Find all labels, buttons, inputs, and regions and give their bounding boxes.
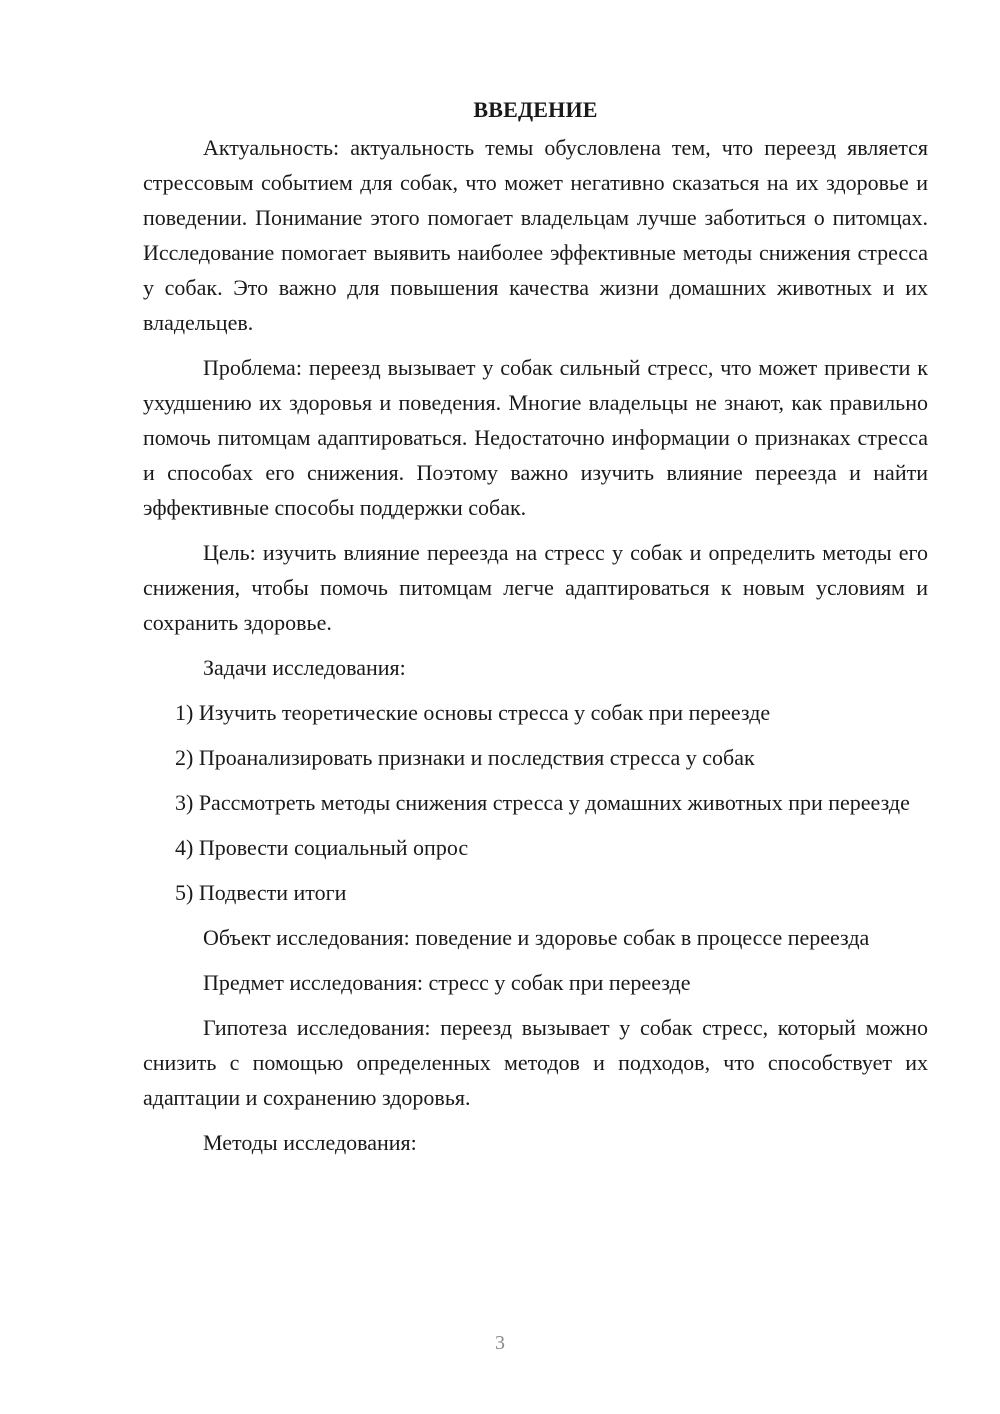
methods-title: Методы исследования: [203,1130,417,1155]
section-heading: ВВЕДЕНИЕ [473,97,598,122]
task-item-2: 2) Проанализировать признаки и последствия стресса у собак [175,745,755,770]
task-item-1: 1) Изучить теоретические основы стресса у собак при переезде [175,700,771,725]
goal-paragraph: Цель: изучить влияние переезда на стресс у собак и определить методы его снижения, чтобы помочь питомцам легче адаптироваться к новым условиям и сохранить здоровье. [143,540,928,635]
tasks-list [143,695,928,910]
page-number: 3 [495,1332,505,1354]
tasks-title: Задачи исследования: [203,655,406,680]
relevance-paragraph: Актуальность: актуальность темы обусловлена тем, что переезд является стрессовым событием для собак, что может негативно сказаться на их здоровье и поведении. Понимание этого помогает владельцам лучше заботиться о питомцах. Исследование помогает выявить наиболее эффективные методы снижения стресса у собак. Это важно для повышения качества жизни домашних животных и их владельцев. [143,135,928,335]
task-item-4: 4) Провести социальный опрос [175,835,469,860]
subject-paragraph: Предмет исследования: стресс у собак при переезде [203,970,691,995]
problem-paragraph: Проблема: переезд вызывает у собак сильный стресс, что может привести к ухудшению их здоровья и поведения. Многие владельцы не знают, как правильно помочь питомцам адаптироваться. Недостаточно информации о признаках стресса и способах его снижения. Поэтому важно изучить влияние переезда и найти эффективные способы поддержки собак. [143,355,928,520]
object-paragraph: Объект исследования: поведение и здоровье собак в процессе переезда [203,925,870,950]
hypothesis-paragraph: Гипотеза исследования: переезд вызывает у собак стресс, который можно снизить с помощью определенных методов и подходов, что способствует их адаптации и сохранению здоровья. [143,1015,928,1110]
task-item-3: 3) Рассмотреть методы снижения стресса у домашних животных при переезде [175,790,910,815]
task-item-5: 5) Подвести итоги [175,880,347,905]
document-body [143,90,928,1170]
